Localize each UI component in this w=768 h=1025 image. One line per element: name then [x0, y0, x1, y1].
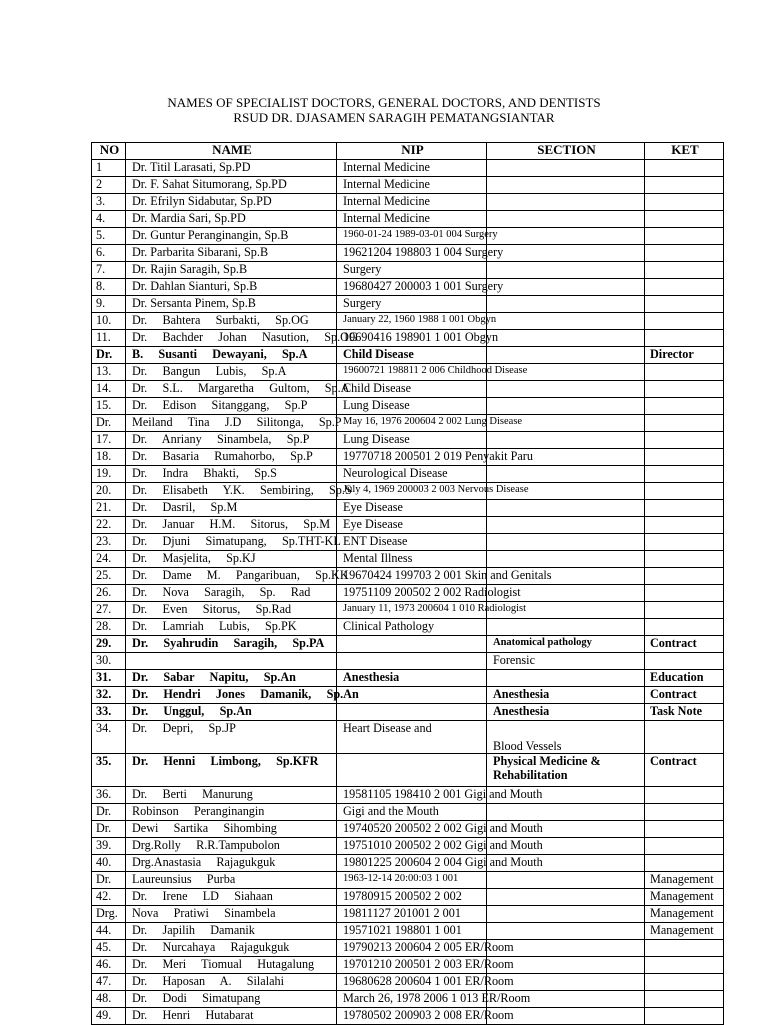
- row-section: [487, 534, 645, 551]
- row-section: [487, 313, 645, 330]
- row-ket: [645, 330, 724, 347]
- row-ket: [645, 160, 724, 177]
- row-ket: [645, 211, 724, 228]
- row-ket: [645, 619, 724, 636]
- row-no: 26.: [92, 585, 126, 602]
- table-row: [92, 636, 724, 653]
- table-row: [92, 974, 724, 991]
- table-row: [92, 262, 724, 279]
- row-no: 18.: [92, 449, 126, 466]
- row-name: Dr. Edison Sitanggang, Sp.P: [126, 398, 337, 415]
- row-nip: [337, 653, 487, 670]
- row-section: [487, 889, 645, 906]
- table-row: [92, 619, 724, 636]
- row-name: Dr. Nurcahaya Rajagukguk: [126, 940, 337, 957]
- row-name: Dr. Syahrudin Saragih, Sp.PA: [126, 636, 337, 653]
- row-no: 42.: [92, 889, 126, 906]
- row-nip: 19770718 200501 2 019 Penyakit Paru: [337, 449, 487, 466]
- table-row: [92, 687, 724, 704]
- table-row: [92, 585, 724, 602]
- row-name: Dr. Guntur Peranginangin, Sp.B: [126, 228, 337, 245]
- row-nip: ENT Disease: [337, 534, 487, 551]
- row-nip: 19780915 200502 2 002: [337, 889, 487, 906]
- row-no: 39.: [92, 838, 126, 855]
- row-name: Dr. Dahlan Sianturi, Sp.B: [126, 279, 337, 296]
- table-row: [92, 787, 724, 804]
- row-name: Dr. Henni Limbong, Sp.KFR: [126, 754, 337, 787]
- table-row: [92, 872, 724, 889]
- row-ket: [645, 500, 724, 517]
- row-no: Dr.: [92, 821, 126, 838]
- row-name: [126, 653, 337, 670]
- row-ket: [645, 585, 724, 602]
- row-nip: 19790213 200604 2 005 ER/Room: [337, 940, 487, 957]
- table-row: [92, 483, 724, 500]
- row-no: 49.: [92, 1008, 126, 1025]
- row-no: Dr.: [92, 415, 126, 432]
- row-nip: Eye Disease: [337, 500, 487, 517]
- row-ket: [645, 415, 724, 432]
- row-name: Dr. Masjelita, Sp.KJ: [126, 551, 337, 568]
- row-name: B. Susanti Dewayani, Sp.A: [126, 347, 337, 364]
- row-name: Dr. Irene LD Siahaan: [126, 889, 337, 906]
- row-nip: 19571021 198801 1 001: [337, 923, 487, 940]
- table-row: [92, 653, 724, 670]
- row-ket: [645, 194, 724, 211]
- row-nip: Child Disease: [337, 381, 487, 398]
- table-row: [92, 704, 724, 721]
- row-ket: Task Note: [645, 704, 724, 721]
- row-name: Dr. Mardia Sari, Sp.PD: [126, 211, 337, 228]
- row-ket: [645, 787, 724, 804]
- row-ket: [645, 245, 724, 262]
- row-section: [487, 177, 645, 194]
- row-name: Drg.Anastasia Rajagukguk: [126, 855, 337, 872]
- row-no: 8.: [92, 279, 126, 296]
- table-row: [92, 1008, 724, 1025]
- row-nip: Surgery: [337, 262, 487, 279]
- row-ket: [645, 838, 724, 855]
- row-no: 31.: [92, 670, 126, 687]
- row-ket: [645, 821, 724, 838]
- row-name: Drg.Rolly R.R.Tampubolon: [126, 838, 337, 855]
- row-name: Dr. Januar H.M. Sitorus, Sp.M: [126, 517, 337, 534]
- row-ket: [645, 313, 724, 330]
- row-no: 2: [92, 177, 126, 194]
- row-section: Anesthesia: [487, 704, 645, 721]
- row-section: [487, 619, 645, 636]
- row-nip: 19780502 200903 2 008 ER/Room: [337, 1008, 487, 1025]
- row-name: Dr. Henri Hutabarat: [126, 1008, 337, 1025]
- row-ket: [645, 517, 724, 534]
- row-section: [487, 398, 645, 415]
- row-section: [487, 432, 645, 449]
- table-row: [92, 432, 724, 449]
- row-section: [487, 211, 645, 228]
- row-nip: 19621204 198803 1 004 Surgery: [337, 245, 487, 262]
- row-ket: Director: [645, 347, 724, 364]
- row-no: 4.: [92, 211, 126, 228]
- row-nip: [337, 636, 487, 653]
- row-section: Forensic: [487, 653, 645, 670]
- row-nip: [337, 687, 487, 704]
- row-nip: 19600721 198811 2 006 Childhood Disease: [337, 364, 487, 381]
- row-section: [487, 670, 645, 687]
- table-row: [92, 721, 724, 754]
- row-nip: 19751010 200502 2 002 Gigi and Mouth: [337, 838, 487, 855]
- table-row: [92, 330, 724, 347]
- table-row: [92, 940, 724, 957]
- row-no: 29.: [92, 636, 126, 653]
- row-nip: 19680427 200003 1 001 Surgery: [337, 279, 487, 296]
- table-row: [92, 855, 724, 872]
- row-no: Drg.: [92, 906, 126, 923]
- row-ket: Contract: [645, 754, 724, 787]
- row-ket: Management: [645, 889, 724, 906]
- row-no: Dr.: [92, 804, 126, 821]
- row-no: 36.: [92, 787, 126, 804]
- row-no: 14.: [92, 381, 126, 398]
- row-name: Dr. Basaria Rumahorbo, Sp.P: [126, 449, 337, 466]
- row-ket: [645, 974, 724, 991]
- row-name: Dr. Indra Bhakti, Sp.S: [126, 466, 337, 483]
- row-section: [487, 872, 645, 889]
- row-no: 48.: [92, 991, 126, 1008]
- row-section: Physical Medicine & Rehabilitation: [487, 754, 645, 787]
- table-row: [92, 804, 724, 821]
- table-row: [92, 754, 724, 787]
- row-ket: [645, 262, 724, 279]
- table-row: [92, 991, 724, 1008]
- table-row: [92, 889, 724, 906]
- table-row: [92, 500, 724, 517]
- row-section: [487, 228, 645, 245]
- table-row: [92, 211, 724, 228]
- row-section: [487, 804, 645, 821]
- row-nip: Lung Disease: [337, 432, 487, 449]
- row-name: Laureunsius Purba: [126, 872, 337, 889]
- row-ket: [645, 466, 724, 483]
- row-ket: [645, 804, 724, 821]
- row-no: 15.: [92, 398, 126, 415]
- table-row: [92, 670, 724, 687]
- row-nip: Gigi and the Mouth: [337, 804, 487, 821]
- row-section: [487, 466, 645, 483]
- header-ket: KET: [645, 143, 724, 160]
- header-nip: NIP: [337, 143, 487, 160]
- row-name: Dr. Rajin Saragih, Sp.B: [126, 262, 337, 279]
- row-no: 34.: [92, 721, 126, 754]
- row-name: Dr. S.L. Margaretha Gultom, Sp.A: [126, 381, 337, 398]
- row-name: Dr. Elisabeth Y.K. Sembiring, Sp.S: [126, 483, 337, 500]
- row-nip: January 11, 1973 200604 1 010 Radiologist: [337, 602, 487, 619]
- row-ket: [645, 381, 724, 398]
- table-row: [92, 449, 724, 466]
- row-name: Dr. F. Sahat Situmorang, Sp.PD: [126, 177, 337, 194]
- row-no: 13.: [92, 364, 126, 381]
- row-nip: July 4, 1969 200003 2 003 Nervous Disease: [337, 483, 487, 500]
- row-ket: Management: [645, 872, 724, 889]
- row-section: [487, 923, 645, 940]
- row-ket: [645, 398, 724, 415]
- table-row: [92, 568, 724, 585]
- row-nip: Internal Medicine: [337, 160, 487, 177]
- row-nip: March 26, 1978 2006 1 013 ER/Room: [337, 991, 487, 1008]
- row-no: 20.: [92, 483, 126, 500]
- table-row: [92, 279, 724, 296]
- row-no: 17.: [92, 432, 126, 449]
- row-section: [487, 194, 645, 211]
- row-ket: [645, 551, 724, 568]
- row-name: Dr. Dame M. Pangaribuan, Sp.KK: [126, 568, 337, 585]
- row-name: Meiland Tina J.D Silitonga, Sp.P: [126, 415, 337, 432]
- table-row: [92, 381, 724, 398]
- row-no: 45.: [92, 940, 126, 957]
- row-ket: [645, 296, 724, 313]
- row-no: 6.: [92, 245, 126, 262]
- row-nip: Neurological Disease: [337, 466, 487, 483]
- row-nip: Lung Disease: [337, 398, 487, 415]
- row-ket: Education: [645, 670, 724, 687]
- row-no: 23.: [92, 534, 126, 551]
- row-name: Dr. Hendri Jones Damanik, Sp.An: [126, 687, 337, 704]
- row-section: Anesthesia: [487, 687, 645, 704]
- row-name: Dr. Meri Tiomual Hutagalung: [126, 957, 337, 974]
- row-name: Dr. Djuni Simatupang, Sp.THT-KL: [126, 534, 337, 551]
- row-name: Nova Pratiwi Sinambela: [126, 906, 337, 923]
- table-row: [92, 160, 724, 177]
- row-section: [487, 906, 645, 923]
- row-ket: Management: [645, 906, 724, 923]
- row-nip: 19701210 200501 2 003 ER/Room: [337, 957, 487, 974]
- row-name: Dr. Nova Saragih, Sp. Rad: [126, 585, 337, 602]
- table-row: [92, 245, 724, 262]
- row-nip: Clinical Pathology: [337, 619, 487, 636]
- row-name: Dr. Titil Larasati, Sp.PD: [126, 160, 337, 177]
- row-ket: [645, 991, 724, 1008]
- table-row: [92, 228, 724, 245]
- row-section: [487, 160, 645, 177]
- row-ket: [645, 957, 724, 974]
- row-section: Blood Vessels: [487, 721, 645, 754]
- row-section: [487, 347, 645, 364]
- row-ket: [645, 1008, 724, 1025]
- row-no: 11.: [92, 330, 126, 347]
- row-no: Dr.: [92, 872, 126, 889]
- row-nip: 19801225 200604 2 004 Gigi and Mouth: [337, 855, 487, 872]
- row-ket: [645, 534, 724, 551]
- row-name: Dr. Sersanta Pinem, Sp.B: [126, 296, 337, 313]
- row-no: 5.: [92, 228, 126, 245]
- row-nip: May 16, 1976 200604 2 002 Lung Disease: [337, 415, 487, 432]
- row-name: Dr. Bachder Johan Nasution, Sp.OG: [126, 330, 337, 347]
- table-row: [92, 313, 724, 330]
- row-nip: 19740520 200502 2 002 Gigi and Mouth: [337, 821, 487, 838]
- row-no: 44.: [92, 923, 126, 940]
- row-ket: [645, 228, 724, 245]
- row-ket: [645, 177, 724, 194]
- row-nip: 19581105 198410 2 001 Gigi and Mouth: [337, 787, 487, 804]
- row-section: [487, 500, 645, 517]
- row-nip: Surgery: [337, 296, 487, 313]
- row-nip: 19751109 200502 2 002 Radiologist: [337, 585, 487, 602]
- row-name: Dr. Efrilyn Sidabutar, Sp.PD: [126, 194, 337, 211]
- row-ket: [645, 602, 724, 619]
- row-ket: [645, 855, 724, 872]
- table-body: [92, 160, 724, 1025]
- table-row: [92, 602, 724, 619]
- row-no: 32.: [92, 687, 126, 704]
- row-no: 9.: [92, 296, 126, 313]
- header-no: NO: [92, 143, 126, 160]
- table-row: [92, 517, 724, 534]
- table-row: [92, 296, 724, 313]
- row-section: [487, 330, 645, 347]
- row-nip: 19670424 199703 2 001 Skin and Genitals: [337, 568, 487, 585]
- header-section: SECTION: [487, 143, 645, 160]
- row-ket: [645, 279, 724, 296]
- table-row: [92, 194, 724, 211]
- header-name: NAME: [126, 143, 337, 160]
- row-section: [487, 279, 645, 296]
- row-name: Robinson Peranginangin: [126, 804, 337, 821]
- row-nip: Eye Disease: [337, 517, 487, 534]
- row-ket: [645, 940, 724, 957]
- table-row: [92, 957, 724, 974]
- row-nip: Internal Medicine: [337, 177, 487, 194]
- row-nip: Anesthesia: [337, 670, 487, 687]
- row-no: 30.: [92, 653, 126, 670]
- row-name: Dr. Even Sitorus, Sp.Rad: [126, 602, 337, 619]
- row-section: [487, 517, 645, 534]
- row-no: 47.: [92, 974, 126, 991]
- row-section: [487, 381, 645, 398]
- row-name: Dr. Sabar Napitu, Sp.An: [126, 670, 337, 687]
- row-name: Dr. Anriany Sinambela, Sp.P: [126, 432, 337, 449]
- table-row: [92, 415, 724, 432]
- row-no: 28.: [92, 619, 126, 636]
- row-no: 21.: [92, 500, 126, 517]
- row-name: Dr. Depri, Sp.JP: [126, 721, 337, 754]
- row-no: 19.: [92, 466, 126, 483]
- table-row: [92, 906, 724, 923]
- row-nip: [337, 704, 487, 721]
- row-name: Dr. Japilih Damanik: [126, 923, 337, 940]
- row-no: 46.: [92, 957, 126, 974]
- document-subtitle: RSUD DR. DJASAMEN SARAGIH PEMATANGSIANTAR: [233, 110, 555, 125]
- row-no: 22.: [92, 517, 126, 534]
- row-name: Dr. Dodi Simatupang: [126, 991, 337, 1008]
- row-section: Anatomical pathology: [487, 636, 645, 653]
- row-nip: 1963-12-14 20:00:03 1 001: [337, 872, 487, 889]
- row-nip: Internal Medicine: [337, 194, 487, 211]
- row-no: 27.: [92, 602, 126, 619]
- row-name: Dr. Parbarita Sibarani, Sp.B: [126, 245, 337, 262]
- row-nip: Mental Illness: [337, 551, 487, 568]
- row-nip: 1960-01-24 1989-03-01 004 Surgery: [337, 228, 487, 245]
- table-row: [92, 177, 724, 194]
- row-nip: Child Disease: [337, 347, 487, 364]
- row-ket: Contract: [645, 636, 724, 653]
- row-section: [487, 262, 645, 279]
- row-name: Dr. Unggul, Sp.An: [126, 704, 337, 721]
- row-ket: [645, 721, 724, 754]
- row-ket: [645, 568, 724, 585]
- table-row: [92, 398, 724, 415]
- row-no: 35.: [92, 754, 126, 787]
- row-nip: [337, 754, 487, 787]
- table-header-row: [92, 143, 724, 160]
- table-row: [92, 551, 724, 568]
- row-ket: Contract: [645, 687, 724, 704]
- row-no: 25.: [92, 568, 126, 585]
- row-no: 3.: [92, 194, 126, 211]
- doctors-table: [91, 142, 724, 1025]
- row-name: Dr. Dasril, Sp.M: [126, 500, 337, 517]
- row-no: 7.: [92, 262, 126, 279]
- row-name: Dr. Berti Manurung: [126, 787, 337, 804]
- row-ket: [645, 364, 724, 381]
- row-no: 10.: [92, 313, 126, 330]
- row-nip: January 22, 1960 1988 1 001 Obgyn: [337, 313, 487, 330]
- row-section: [487, 296, 645, 313]
- row-nip: 19811127 201001 2 001: [337, 906, 487, 923]
- row-nip: 19680628 200604 1 001 ER/Room: [337, 974, 487, 991]
- row-ket: [645, 432, 724, 449]
- document-title: NAMES OF SPECIALIST DOCTORS, GENERAL DOCTORS, AND DENTISTS: [167, 95, 601, 110]
- table-row: [92, 923, 724, 940]
- row-no: 33.: [92, 704, 126, 721]
- table-row: [92, 347, 724, 364]
- row-no: 24.: [92, 551, 126, 568]
- row-nip: Internal Medicine: [337, 211, 487, 228]
- row-section: [487, 245, 645, 262]
- row-name: Dr. Bangun Lubis, Sp.A: [126, 364, 337, 381]
- row-name: Dr. Bahtera Surbakti, Sp.OG: [126, 313, 337, 330]
- row-no: Dr.: [92, 347, 126, 364]
- row-no: 1: [92, 160, 126, 177]
- row-section: [487, 551, 645, 568]
- table-row: [92, 821, 724, 838]
- row-nip: 19690416 198901 1 001 Obgyn: [337, 330, 487, 347]
- table-row: [92, 466, 724, 483]
- table-row: [92, 364, 724, 381]
- row-name: Dr. Haposan A. Silalahi: [126, 974, 337, 991]
- row-ket: [645, 449, 724, 466]
- table-row: [92, 534, 724, 551]
- row-ket: [645, 653, 724, 670]
- row-no: 40.: [92, 855, 126, 872]
- row-ket: Management: [645, 923, 724, 940]
- row-ket: [645, 483, 724, 500]
- table-row: [92, 838, 724, 855]
- row-name: Dewi Sartika Sihombing: [126, 821, 337, 838]
- row-name: Dr. Lamriah Lubis, Sp.PK: [126, 619, 337, 636]
- row-nip: Heart Disease and: [337, 721, 487, 754]
